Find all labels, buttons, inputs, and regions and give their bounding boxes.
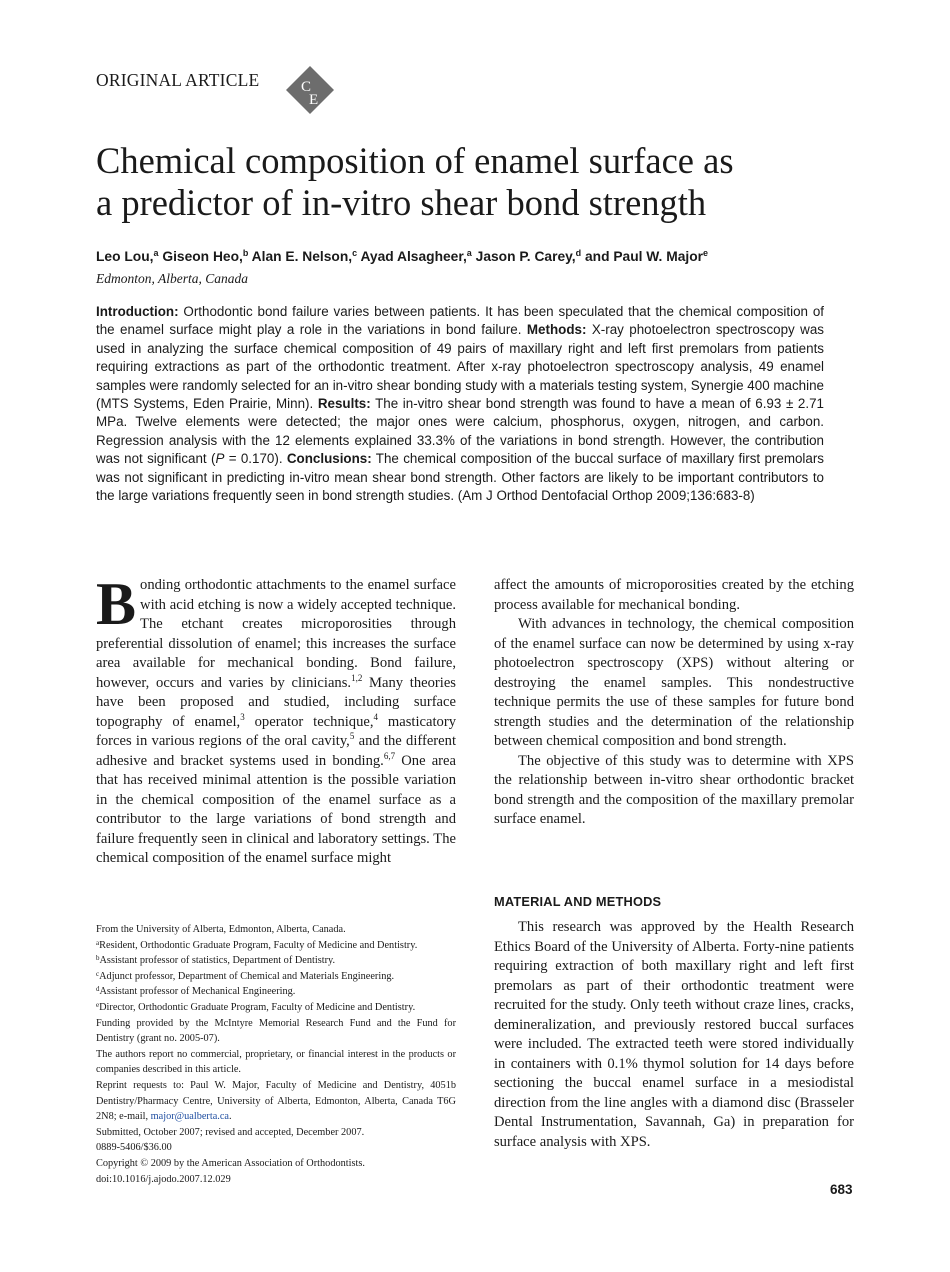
footnote-text: Adjunct professor, Department of Chemical and Materials Engineering. <box>99 970 395 982</box>
author-name: Alan E. Nelson, <box>251 249 353 264</box>
abstract-p-symbol: P <box>215 451 225 467</box>
author-affil-mark: e <box>703 248 709 258</box>
author-name: and Paul W. Major <box>584 249 704 264</box>
author-affil-mark: d <box>575 248 582 258</box>
author-list <box>96 249 708 264</box>
title-line: Chemical composition of enamel surface as <box>96 140 734 181</box>
footnote-text: Assistant professor of statistics, Department of Dentistry. <box>99 955 336 967</box>
footnote: Funding provided by the McIntyre Memorial Research Fund and the Fund for Dentistry (grant no. 2005-07). <box>96 1017 456 1045</box>
abstract-methods-text: X-ray photoelectron spectroscopy was used in analyzing the surface chemical composition of 49 pairs of maxillary right and left first premolars from patients requiring extractions as part of the orthodontic treatment. After x-ray photoelectron spectroscopy analysis, 49 enamel samples were randomly selected for an in-vitro shear bonding study with a materials testing system, Synergie 400 machine (MTS Systems, Eden Prairie, Minn). <box>96 322 824 412</box>
footnote: The authors report no commercial, proprietary, or financial interest in the products or companies described in this article. <box>96 1048 456 1076</box>
drop-cap: B <box>96 571 137 637</box>
abstract-intro-text: Orthodontic bond failure varies between patients. It has been speculated that the chemical composition of the enamel surface might play a role in the variations in bond failure. <box>96 304 824 338</box>
body-text: operator technique, <box>244 713 374 730</box>
reference-mark[interactable]: 3 <box>240 711 245 722</box>
footnote <box>96 984 456 1000</box>
ce-logo <box>284 64 336 116</box>
author-name: Ayad Alsagheer, <box>360 249 467 264</box>
author-affil-mark: b <box>242 248 249 258</box>
reference-mark[interactable]: 4 <box>373 711 379 722</box>
footnote-mark: c <box>96 969 100 978</box>
author-name: Giseon Heo, <box>162 249 243 264</box>
footnote-text: . <box>229 1111 232 1123</box>
abstract-methods-label: Methods: <box>526 322 587 338</box>
abstract-conclusions-label: Conclusions: <box>286 451 372 467</box>
footnote-mark: e <box>96 1000 100 1009</box>
footnote: Copyright © 2009 by the American Association of Orthodontists. <box>96 1157 365 1169</box>
body-column-left <box>96 571 456 869</box>
footnote-mark: b <box>96 954 100 963</box>
reference-mark[interactable]: 1,2 <box>351 672 363 683</box>
title-line: a predictor of in-vitro shear bond strength <box>96 182 707 223</box>
body-paragraph: The objective of this study was to determine with XPS the relationship between in-vitro shear orthodontic bracket bond strength and the composition of the maxillary premolar surface enamel. <box>494 752 854 827</box>
page-number: 683 <box>830 1182 853 1197</box>
footnote <box>96 1000 456 1016</box>
body-paragraph <box>96 571 456 869</box>
abstract-results-text-2: = 0.170). <box>224 451 287 467</box>
abstract-intro-label: Introduction: <box>96 304 179 319</box>
author-affil-mark: a <box>153 248 159 258</box>
abstract-conclusions-text: The chemical composition of the buccal surface of maxillary first premolars was not significant in predicting in-vitro mean shear bond strength. Other factors are likely to be important contributors to the large variations frequently seen in bond strength studies. (Am J Orthod Dentofacial Orthop 2009;136:683-8) <box>96 451 824 504</box>
body-text: onding orthodontic attachments to the enamel surface with acid etching is now a widely accepted technique. The etchant creates microporosities through preferential dissolution of enamel; this increases the surface area available for mechanical bonding. Bond failure, however, occurs and varies by clinicians. <box>96 577 456 691</box>
footnote-text: Director, Orthodontic Graduate Program, Faculty of Medicine and Dentistry. <box>99 1001 416 1013</box>
footnotes <box>96 922 456 1187</box>
abstract-results-text: The in-vitro shear bond strength was found to have a mean of 6.93 ± 2.71 MPa. Twelve elements were detected; the major ones were calcium, phosphorus, oxygen, nitrogen, and carbon. Regression analysis with the 12 elements explained 33.3% of the variations in bond strength. However, the contribution was not significant ( <box>96 396 824 467</box>
ce-logo-letter-e: E <box>309 92 319 108</box>
body-paragraph: affect the amounts of microporosities created by the etching process available for mechanical bonding. <box>494 577 854 613</box>
footnote-text: Reprint requests to: Paul W. Major, Faculty of Medicine and Dentistry, 4051b Dentistry/Pharmacy Centre, University of Alberta, Edmonton, Alberta, Canada T6G 2N8; e-mail, <box>96 1079 456 1123</box>
body-text: Many theories have been proposed and studied, including surface topography of enamel, <box>96 674 456 730</box>
footnote <box>96 969 456 985</box>
body-paragraph: With advances in technology, the chemical composition of the enamel surface can now be determined by using x-ray photoelectron spectroscopy (XPS) without altering or destroying the enamel samples. This nondestructive technique permits the use of these samples for future bond strength studies and the determination of the relationship between chemical composition and bond strength. <box>494 616 854 749</box>
abstract-results-label: Results: <box>317 396 371 412</box>
author-name: Leo Lou, <box>96 249 154 264</box>
body-paragraph: This research was approved by the Health Research Ethics Board of the University of Alberta. Forty-nine patients requiring extraction of both maxillary right and left first premolars as part of their orthodontic treatment were recruited for the study. Only teeth without craze lines, cracks, demineralization, and previously restored buccal surfaces were included. The extracted teeth were stored individually in containers with 0.1% thymol solution for 14 days before sectioning the buccal enamel surface in a mesiodistal direction from the line angles with a diamond disc (Brasseler Dental Instrumentation, Savannah, Ga) in preparation for surface analysis with XPS. <box>494 919 854 1150</box>
section-heading-methods: MATERIAL AND METHODS <box>494 894 662 909</box>
abstract <box>96 303 824 505</box>
reference-mark[interactable]: 5 <box>349 731 355 741</box>
author-affil-mark: a <box>466 248 472 258</box>
footnote <box>96 953 456 969</box>
author-affil-mark: c <box>352 248 358 258</box>
section-label: ORIGINAL ARTICLE <box>96 70 260 90</box>
body-text: and the different adhesive and bracket systems used in bonding. <box>96 733 456 769</box>
footnote: 0889-5406/$36.00 <box>96 1142 172 1154</box>
footnote-text: Assistant professor of Mechanical Engineering. <box>99 986 296 998</box>
footnote: Submitted, October 2007; revised and accepted, December 2007. <box>96 1126 365 1138</box>
footnote <box>96 938 456 954</box>
footnote <box>96 1078 456 1125</box>
body-text: One area that has received minimal attention is the possible variation in the chemical composition of the enamel surface as a contributor to the large variations of bond strength and failure frequently seen in clinical and laboratory settings. The chemical composition of the enamel surface might <box>96 752 456 866</box>
reference-mark[interactable]: 6,7 <box>383 750 396 761</box>
footnote-mark: d <box>96 985 100 994</box>
methods-column <box>494 918 854 1152</box>
author-name: Jason P. Carey, <box>475 249 576 264</box>
footnote-text: Resident, Orthodontic Graduate Program, Faculty of Medicine and Dentistry. <box>99 939 418 951</box>
affiliation: Edmonton, Alberta, Canada <box>96 271 249 286</box>
body-column-right <box>494 576 854 830</box>
footnote: From the University of Alberta, Edmonton, Alberta, Canada. <box>96 924 346 935</box>
article-title <box>96 140 856 224</box>
footnote[interactable]: doi:10.1016/j.ajodo.2007.12.029 <box>96 1173 231 1185</box>
email-link[interactable]: major@ualberta.ca <box>150 1111 229 1123</box>
footnote-mark: a <box>96 938 100 947</box>
ce-logo-letter-c: C <box>301 79 312 95</box>
body-text: masticatory forces in various regions of the oral cavity, <box>96 713 456 749</box>
